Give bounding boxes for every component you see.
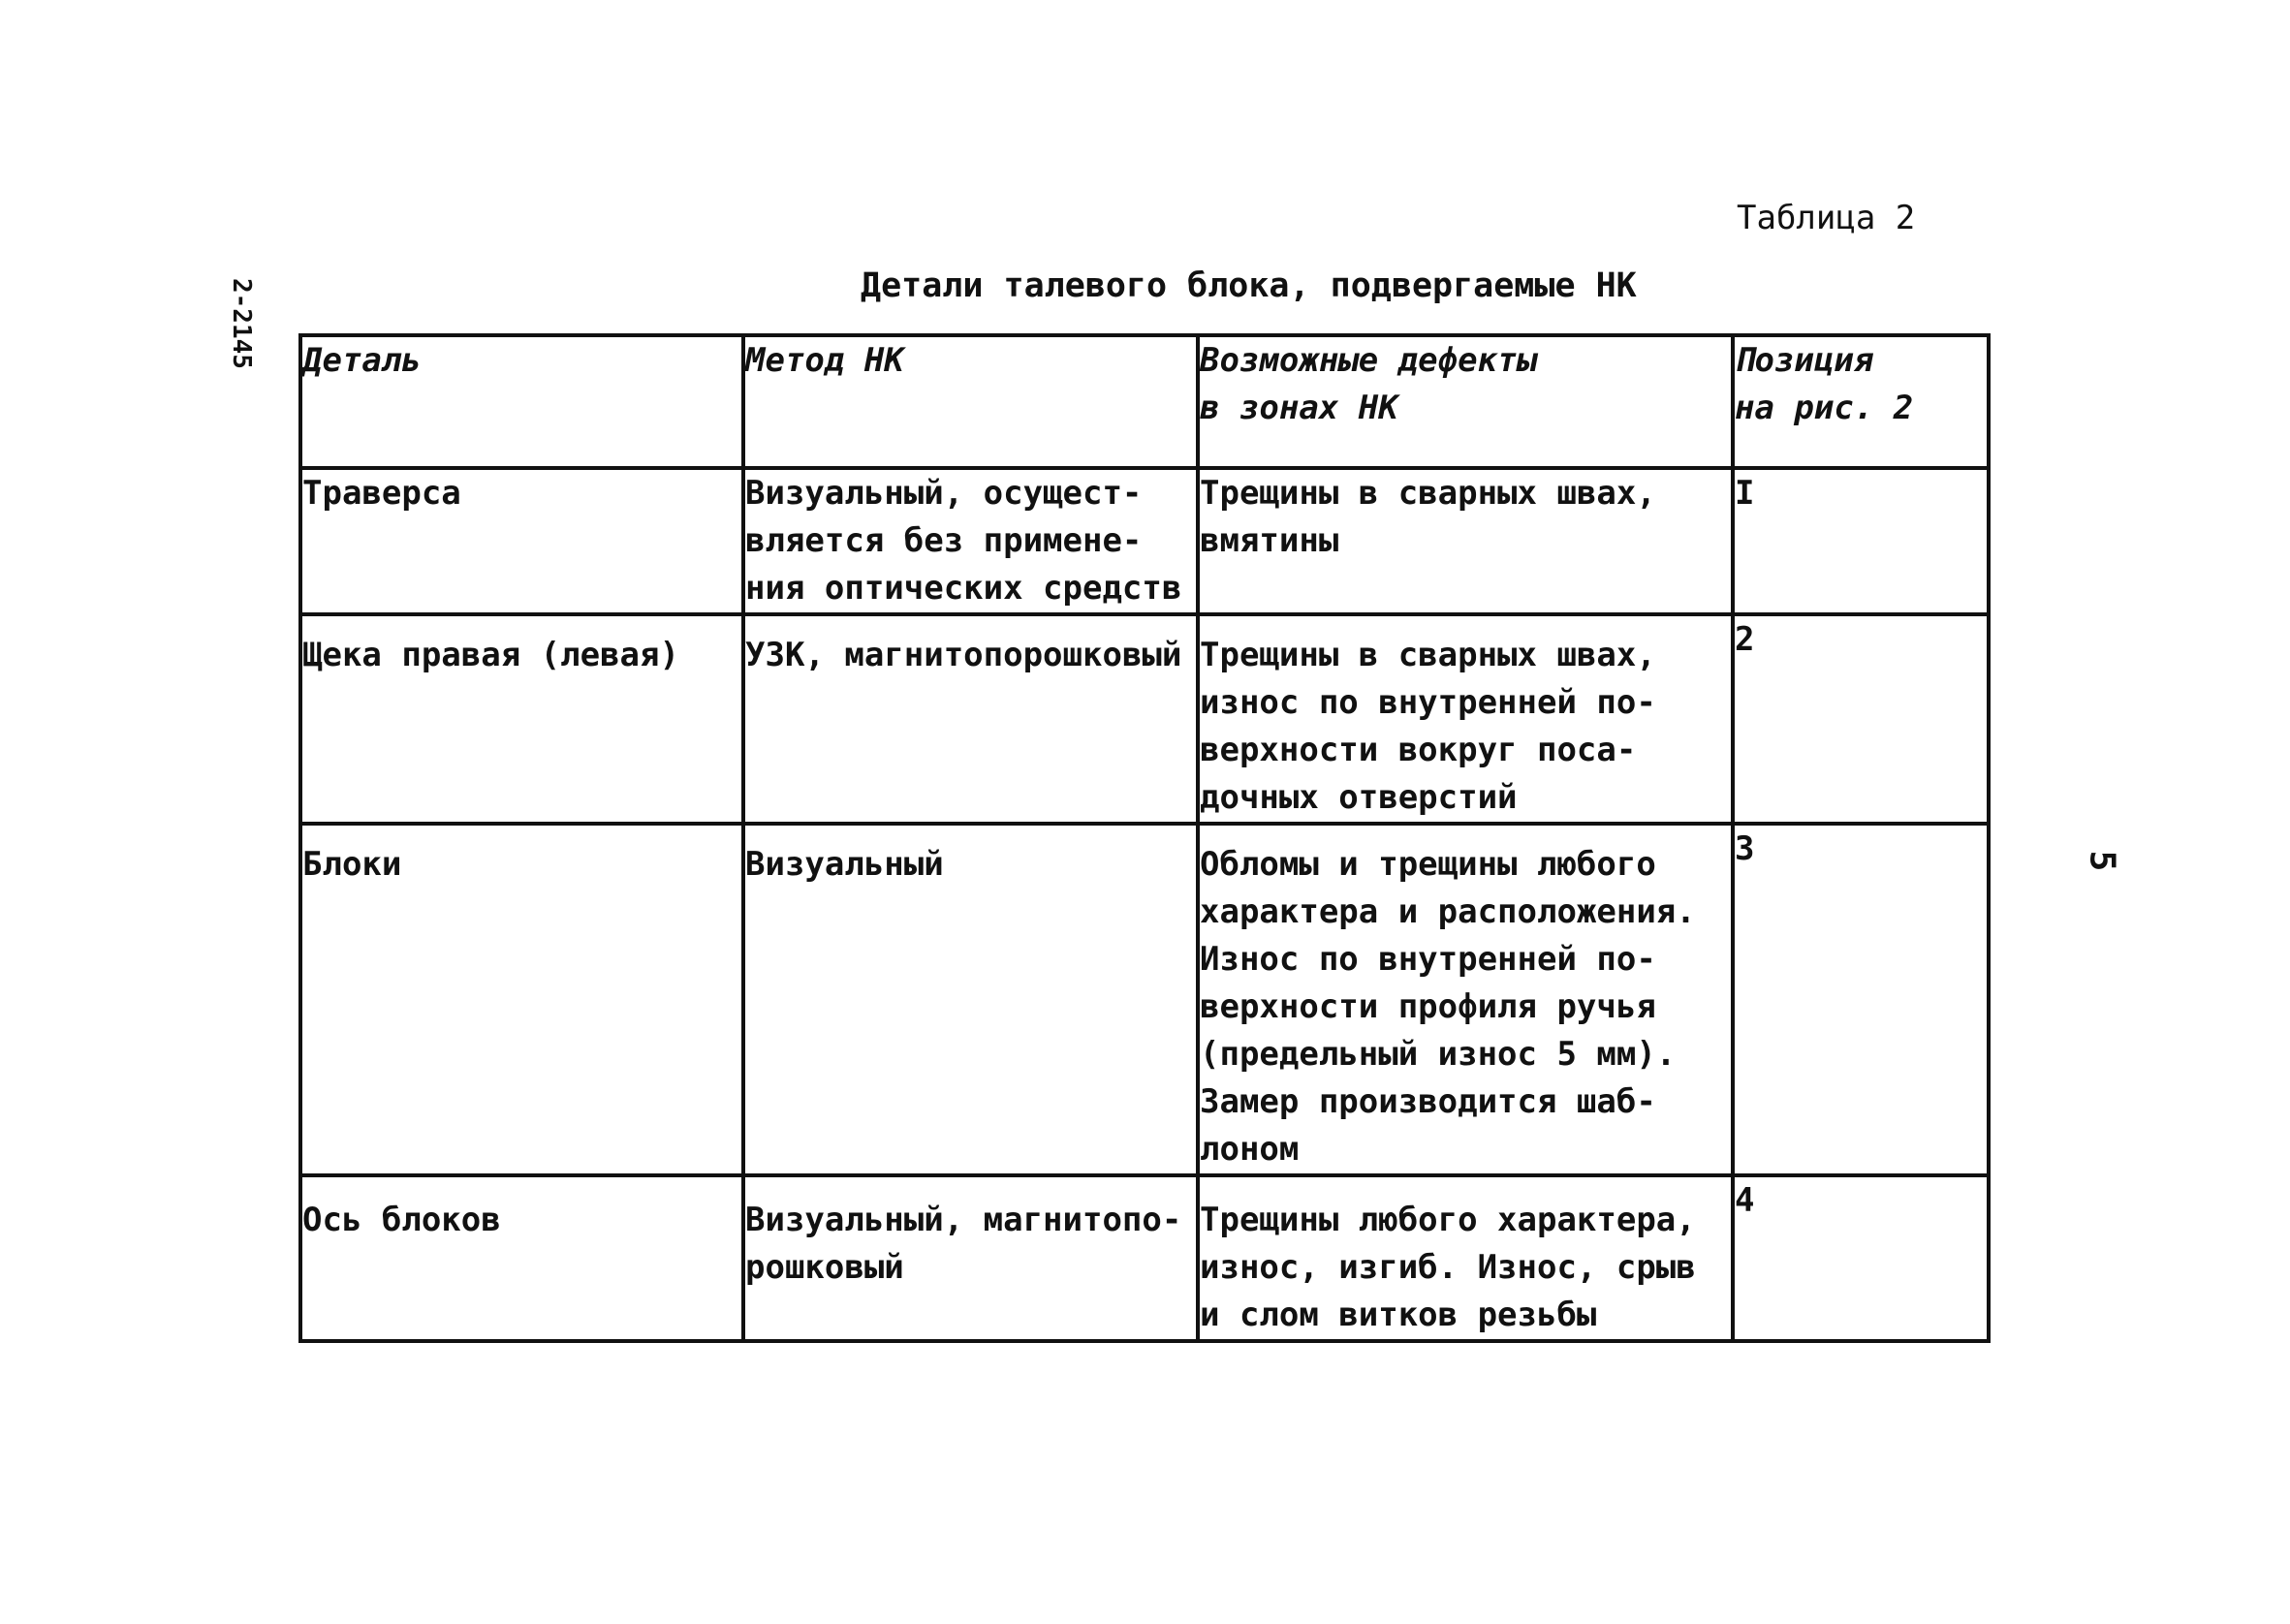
cell-position: I [1733, 468, 1989, 614]
header-method: Метод НК [743, 335, 1198, 468]
inspection-table [298, 333, 1991, 1343]
page-number-text: 5 [2082, 850, 2122, 872]
cell-detail: Траверса [300, 468, 743, 614]
document-code [221, 278, 260, 423]
cell-method: Визуальный, магнитопо- рошковый [743, 1175, 1198, 1341]
cell-position: 2 [1733, 614, 1989, 824]
cell-defects: Обломы и трещины любого характера и расположения. Износ по внутренней по- верхности профиля ручья (предельный износ 5 мм). Замер производится шаб- лоном [1198, 824, 1733, 1175]
cell-method: УЗК, магнитопорошковый [743, 614, 1198, 824]
cell-method: Визуальный [743, 824, 1198, 1175]
cell-defects: Трещины в сварных швах, износ по внутренней по- верхности вокруг поса- дочных отверстий [1198, 614, 1733, 824]
cell-position: 3 [1733, 824, 1989, 1175]
cell-detail: Блоки [300, 824, 743, 1175]
table-label: Таблица 2 [1737, 199, 1916, 237]
table-title: Детали талевого блока, подвергаемые НК [861, 266, 1637, 305]
cell-method: Визуальный, осущест- вляется без применe- ния оптических средств [743, 468, 1198, 614]
table-row [300, 1175, 1989, 1341]
table-row [300, 824, 1989, 1175]
document-code-text: 2-2145 [227, 278, 256, 369]
table-row [300, 614, 1989, 824]
cell-defects: Трещины в сварных швах, вмятины [1198, 468, 1733, 614]
table-header-row [300, 335, 1989, 468]
cell-defects: Трещины любого характера, износ, изгиб. Износ, срыв и слом витков резьбы [1198, 1175, 1733, 1341]
page-number [2082, 841, 2122, 881]
cell-detail: Щека правая (левая) [300, 614, 743, 824]
header-defects: Возможные дефекты в зонах НК [1198, 335, 1733, 468]
cell-position: 4 [1733, 1175, 1989, 1341]
cell-detail: Ось блоков [300, 1175, 743, 1341]
header-position: Позиция на рис. 2 [1733, 335, 1989, 468]
header-detail: Деталь [300, 335, 743, 468]
table-row [300, 468, 1989, 614]
